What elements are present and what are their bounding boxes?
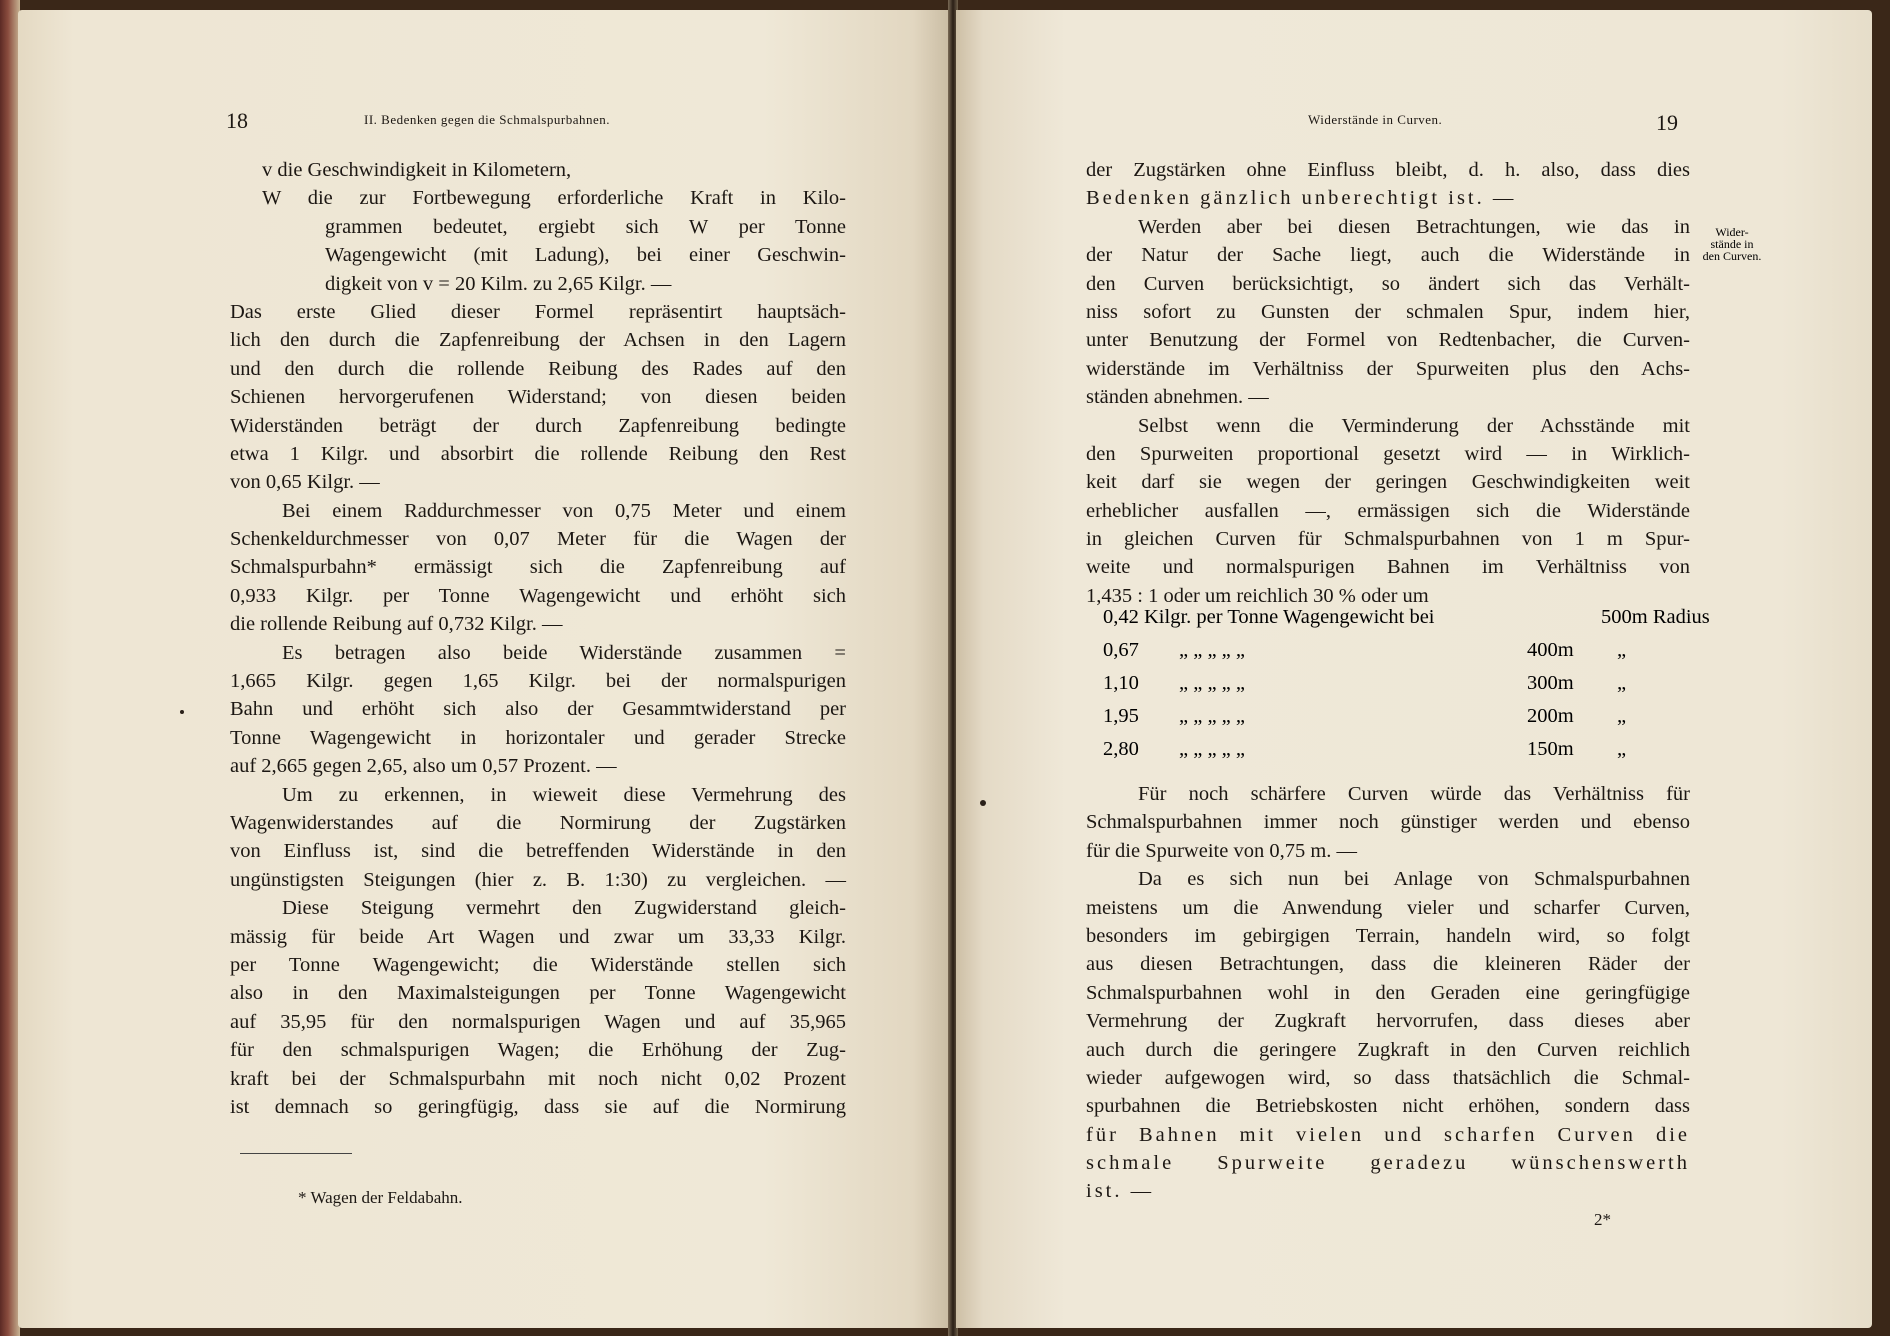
table-cell-radius: 150m bbox=[1527, 738, 1574, 760]
text-line: der Zugstärken ohne Einfluss bleibt, d. h. also, dass dies bbox=[1086, 159, 1690, 181]
text-line: Schmalspurbahn* ermässigt sich die Zapfenreibung auf bbox=[230, 556, 846, 579]
left-page bbox=[18, 10, 950, 1328]
text-line: Schmalspurbahnen wohl in den Geraden eine geringfügige bbox=[1086, 981, 1690, 1004]
text-line: ständen abnehmen. — bbox=[1086, 386, 1269, 409]
text-line: ist. — bbox=[1086, 1180, 1155, 1203]
text-line: 1,665 Kilgr. gegen 1,65 Kilgr. bei der normalspurigen bbox=[230, 670, 846, 693]
text-line: Das erste Glied dieser Formel repräsentirt hauptsäch- bbox=[230, 300, 846, 323]
text-line: ist demnach so geringfügig, dass sie auf die Normirung bbox=[230, 1095, 846, 1118]
ditto-marks: „ „ „ „ „ bbox=[1179, 705, 1245, 727]
text-line: Für noch schärfere Curven würde das Verhältniss für bbox=[1138, 783, 1690, 805]
text-line: mässig für beide Art Wagen und zwar um 33,33 Kilgr. bbox=[230, 925, 846, 948]
marginal-note-line: den Curven. bbox=[1702, 249, 1762, 263]
text-line: meistens um die Anwendung vieler und scharfer Curven, bbox=[1086, 896, 1690, 919]
text-line: W die zur Fortbewegung erforderliche Kraft in Kilo- bbox=[262, 187, 846, 210]
marginal-note-line: Wider- bbox=[1715, 225, 1749, 239]
text-line: von Einfluss ist, sind die betreffenden Widerstände in den bbox=[230, 840, 846, 863]
text-line: Schenkeldurchmesser von 0,07 Meter für die Wagen der bbox=[230, 528, 846, 551]
text-line: digkeit von v = 20 Kilm. zu 2,65 Kilgr. — bbox=[325, 272, 672, 295]
text-line: kraft bei der Schmalspurbahn mit noch nicht 0,02 Prozent bbox=[230, 1067, 846, 1090]
text-line: spurbahnen die Betriebskosten nicht erhöhen, sondern dass bbox=[1086, 1095, 1690, 1118]
marginal-note bbox=[1692, 226, 1772, 262]
body-text bbox=[1086, 156, 1690, 610]
text-line: und den durch die rollende Reibung des Rades auf den bbox=[230, 357, 846, 380]
right-page bbox=[956, 10, 1872, 1328]
text-line: Bahn und erhöht sich also der Gesammtwiderstand per bbox=[230, 698, 846, 721]
text-line: 1,435 : 1 oder um reichlich 30 % oder um bbox=[1086, 584, 1429, 607]
text-line: von 0,65 Kilgr. — bbox=[230, 471, 380, 494]
text-line: keit darf sie wegen der geringen Geschwindigkeiten weit bbox=[1086, 471, 1690, 494]
text-line: Diese Steigung vermehrt den Zugwiderstand gleich- bbox=[282, 897, 846, 920]
text-line: Tonne Wagengewicht in horizontaler und gerader Strecke bbox=[230, 726, 846, 749]
text-line: auf 2,665 gegen 2,65, also um 0,57 Prozent. — bbox=[230, 755, 617, 778]
text-line: in gleichen Curven für Schmalspurbahnen von 1 m Spur- bbox=[1086, 528, 1690, 551]
paper-speck bbox=[980, 800, 986, 806]
text-line: den Curven berücksichtigt, so ändert sich das Verhält- bbox=[1086, 272, 1690, 295]
ditto-marks: „ bbox=[1617, 639, 1627, 661]
text-line: den Spurweiten proportional gesetzt wird — in Wirklich- bbox=[1086, 442, 1690, 465]
ditto-marks: „ bbox=[1617, 738, 1627, 760]
text-line: aus diesen Betrachtungen, dass die kleineren Räder der bbox=[1086, 953, 1690, 976]
text-line: wieder aufgewogen wird, so dass thatsächlich die Schmal- bbox=[1086, 1066, 1690, 1089]
text-line: unter Benutzung der Formel von Redtenbacher, die Curven- bbox=[1086, 329, 1690, 352]
text-line: Schmalspurbahnen immer noch günstiger werden und ebenso bbox=[1086, 811, 1690, 834]
text-line: grammen bedeutet, ergiebt sich W per Tonne bbox=[325, 215, 846, 238]
text-line: Bei einem Raddurchmesser von 0,75 Meter und einem bbox=[282, 499, 846, 522]
table-cell-value: 2,80 bbox=[1103, 738, 1139, 760]
body-text bbox=[1086, 780, 1690, 1206]
text-line: auf 35,95 für den normalspurigen Wagen und auf 35,965 bbox=[230, 1010, 846, 1033]
text-line: der Natur der Sache liegt, auch die Widerstände in bbox=[1086, 244, 1690, 267]
table-cell-radius: 200m bbox=[1527, 705, 1574, 727]
table-cell-value: 1,10 bbox=[1103, 672, 1139, 694]
table-cell-radius: 500m Radius bbox=[1601, 606, 1710, 628]
text-line: widerstände im Verhältniss der Spurweiten plus den Achs- bbox=[1086, 357, 1690, 380]
book-edge bbox=[0, 0, 20, 1336]
text-line: etwa 1 Kilgr. und absorbirt die rollende Reibung den Rest bbox=[230, 442, 846, 465]
text-line: die rollende Reibung auf 0,732 Kilgr. — bbox=[230, 613, 563, 636]
text-line: Um zu erkennen, in wieweit diese Vermehrung des bbox=[282, 783, 846, 806]
ditto-marks: „ „ „ „ „ bbox=[1179, 738, 1245, 760]
ditto-marks: „ „ „ „ „ bbox=[1179, 639, 1245, 661]
table-cell-value: 0,67 bbox=[1103, 639, 1139, 661]
text-line: für den schmalspurigen Wagen; die Erhöhung der Zug- bbox=[230, 1039, 846, 1062]
text-line: Wagengewicht (mit Ladung), bei einer Geschwin- bbox=[325, 244, 846, 267]
ditto-marks: „ bbox=[1617, 705, 1627, 727]
table-cell-value: 1,95 bbox=[1103, 705, 1139, 727]
text-line: besonders im gebirgigen Terrain, handeln wird, so folgt bbox=[1086, 924, 1690, 947]
signature-mark: 2* bbox=[1594, 1210, 1611, 1229]
text-line: Bedenken gänzlich unberechtigt ist. — bbox=[1086, 187, 1517, 210]
text-line: Selbst wenn die Verminderung der Achsstände mit bbox=[1138, 414, 1690, 437]
text-line: 0,933 Kilgr. per Tonne Wagengewicht und erhöht sich bbox=[230, 584, 846, 607]
running-head: Widerstände in Curven. bbox=[1308, 112, 1443, 127]
text-line: auch durch die geringere Zugkraft in den Curven reichlich bbox=[1086, 1038, 1690, 1061]
text-line: niss sofort zu Gunsten der schmalen Spur, indem hier, bbox=[1086, 300, 1690, 323]
text-line: weite und normalspurigen Bahnen im Verhältniss von bbox=[1086, 556, 1690, 579]
footnote-rule bbox=[240, 1153, 352, 1154]
text-line: per Tonne Wagengewicht; die Widerstände stellen sich bbox=[230, 953, 846, 976]
text-line: lich den durch die Zapfenreibung der Achsen in den Lagern bbox=[230, 329, 846, 352]
ditto-marks: „ bbox=[1617, 672, 1627, 694]
text-line: Es betragen also beide Widerstände zusammen = bbox=[282, 641, 846, 664]
marginal-note-line: stände in bbox=[1710, 237, 1754, 251]
text-line: also in den Maximalsteigungen per Tonne Wagengewicht bbox=[230, 982, 846, 1005]
footnote: * Wagen der Feldabahn. bbox=[298, 1188, 463, 1207]
text-line: schmale Spurweite geradezu wünschenswerth bbox=[1086, 1152, 1690, 1175]
text-line: Werden aber bei diesen Betrachtungen, wie das in bbox=[1138, 215, 1690, 238]
text-line: für die Spurweite von 0,75 m. — bbox=[1086, 839, 1358, 862]
text-line: erheblicher ausfallen —, ermässigen sich die Widerstände bbox=[1086, 499, 1690, 522]
page-number: 18 bbox=[226, 108, 248, 133]
ditto-marks: „ „ „ „ „ bbox=[1179, 672, 1245, 694]
text-line: für Bahnen mit vielen und scharfen Curven die bbox=[1086, 1123, 1690, 1146]
text-line: Wagenwiderstandes auf die Normirung der Zugstärken bbox=[230, 811, 846, 834]
table-cell-value: 0,42 Kilgr. per Tonne Wagengewicht bei bbox=[1103, 606, 1435, 628]
paper-speck bbox=[180, 710, 184, 714]
table-cell-radius: 400m bbox=[1527, 639, 1574, 661]
body-text bbox=[230, 156, 846, 1121]
text-line: ungünstigsten Steigungen (hier z. B. 1:30) zu vergleichen. — bbox=[230, 868, 846, 891]
text-line: v die Geschwindigkeit in Kilometern, bbox=[262, 159, 572, 181]
text-line: Schienen hervorgerufenen Widerstand; von diesen beiden bbox=[230, 386, 846, 409]
text-line: Vermehrung der Zugkraft hervorrufen, dass dieses aber bbox=[1086, 1010, 1690, 1033]
table-cell-radius: 300m bbox=[1527, 672, 1574, 694]
page-number: 19 bbox=[1656, 110, 1678, 135]
text-line: Widerständen beträgt der durch Zapfenreibung bedingte bbox=[230, 414, 846, 437]
running-head: II. Bedenken gegen die Schmalspurbahnen. bbox=[364, 112, 610, 127]
text-line: Da es sich nun bei Anlage von Schmalspurbahnen bbox=[1138, 868, 1690, 891]
